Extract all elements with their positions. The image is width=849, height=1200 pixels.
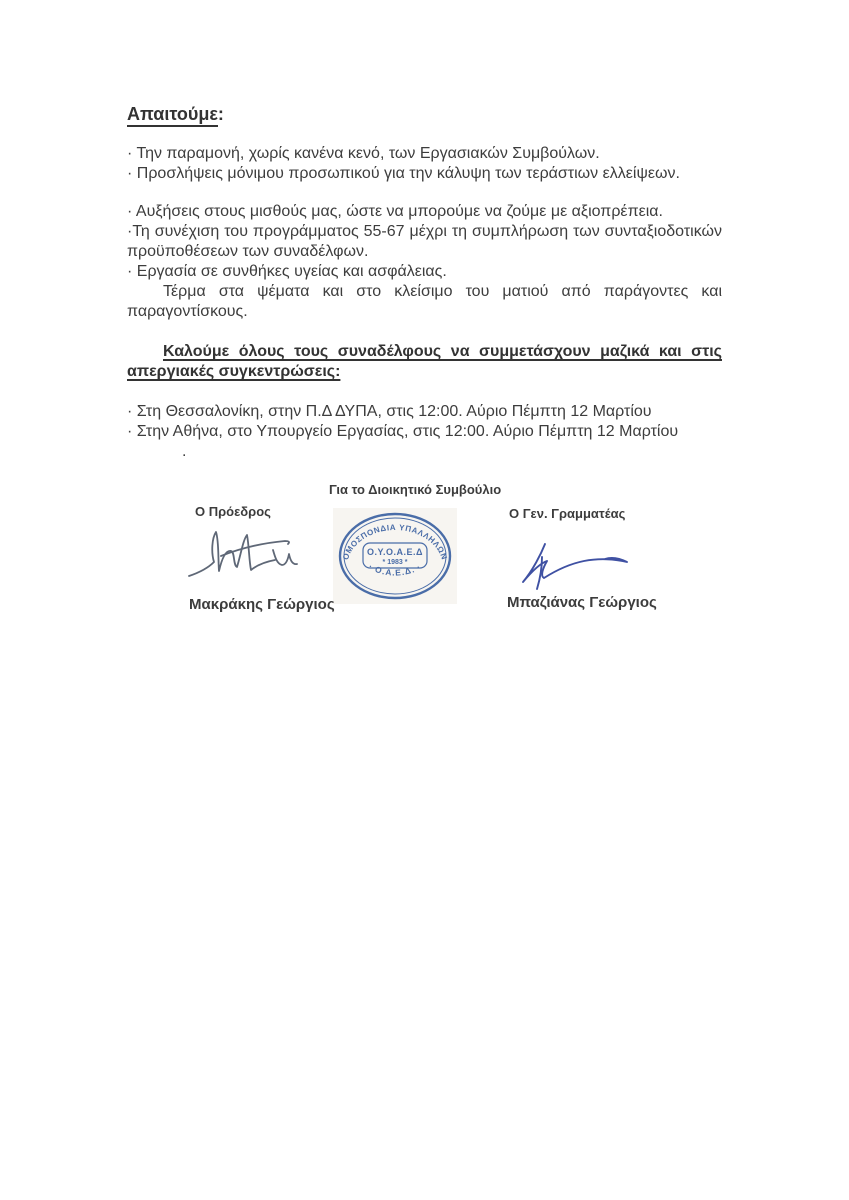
union-stamp bbox=[333, 508, 457, 604]
secretary-name: Μπαζιάνας Γεώργιος bbox=[507, 594, 657, 611]
signature-stroke bbox=[221, 541, 289, 556]
stray-dot: . bbox=[182, 443, 187, 460]
stamp-top-arc-text: ΟΜΟΣΠΟΝΔΙΑ ΥΠΑΛΛΗΛΩΝ bbox=[340, 522, 450, 562]
secretary-title: Ο Γεν. Γραμματέας bbox=[509, 506, 626, 521]
heading-text: Απαιτούμε bbox=[127, 104, 218, 127]
demand-item: · Προσλήψεις μόνιμου προσωπικού για την κάλυψη των τεράστιων ελλείψεων. bbox=[127, 165, 680, 182]
stamp-bottom-arc-text: · Ο.Α.Ε.Δ. · bbox=[366, 561, 424, 578]
stamp-year-text: * 1983 * bbox=[382, 559, 408, 566]
closing-statement: Τέρμα στα ψέματα και στο κλείσιμο του ματιού από παράγοντες και παραγοντίσκους. bbox=[127, 283, 722, 320]
president-title: Ο Πρόεδρος bbox=[195, 504, 271, 519]
secretary-signature-image bbox=[509, 538, 641, 590]
demand-item: ·Τη συνέχιση του προγράμματος 55-67 μέχρι τη συμπλήρωση των συνταξιοδοτικών προϋποθέσεων των συναδέλφων. bbox=[127, 223, 722, 260]
stamp-center-text: Ο.Υ.Ο.Α.Ε.Δ bbox=[367, 547, 423, 557]
demand-item: · Εργασία σε συνθήκες υγείας και ασφάλειας. bbox=[127, 263, 447, 280]
stamp-seal bbox=[335, 510, 455, 602]
signature-stroke bbox=[523, 544, 627, 582]
signature-stroke bbox=[537, 557, 542, 589]
signature-stroke bbox=[189, 532, 275, 576]
signature-block bbox=[127, 478, 722, 653]
gathering-item: · Στην Αθήνα, στο Υπουργείο Εργασίας, στις 12:00. Αύριο Πέμπτη 12 Μαρτίου bbox=[127, 423, 679, 440]
president-signature-image bbox=[185, 524, 303, 590]
council-heading: Για το Διοικητικό Συμβούλιο bbox=[329, 482, 502, 497]
demand-item: · Την παραμονή, χωρίς κανένα κενό, των Εργασιακών Συμβούλων. bbox=[127, 145, 600, 162]
document-heading bbox=[127, 103, 722, 125]
signature-stroke bbox=[273, 550, 297, 565]
demand-item: · Αυξήσεις στους μισθούς μας, ώστε να μπορούμε να ζούμε με αξιοπρέπεια. bbox=[127, 203, 663, 220]
call-to-action: Καλούμε όλους τους συναδέλφους να συμμετάσχουν μαζικά και στις απεργιακές συγκεντρώσεις: bbox=[127, 343, 722, 380]
president-name: Μακράκης Γεώργιος bbox=[189, 596, 335, 613]
gathering-item: · Στη Θεσσαλονίκη, στην Π.Δ ΔΥΠΑ, στις 12:00. Αύριο Πέμπτη 12 Μαρτίου bbox=[127, 403, 652, 420]
heading-colon: : bbox=[217, 104, 224, 124]
